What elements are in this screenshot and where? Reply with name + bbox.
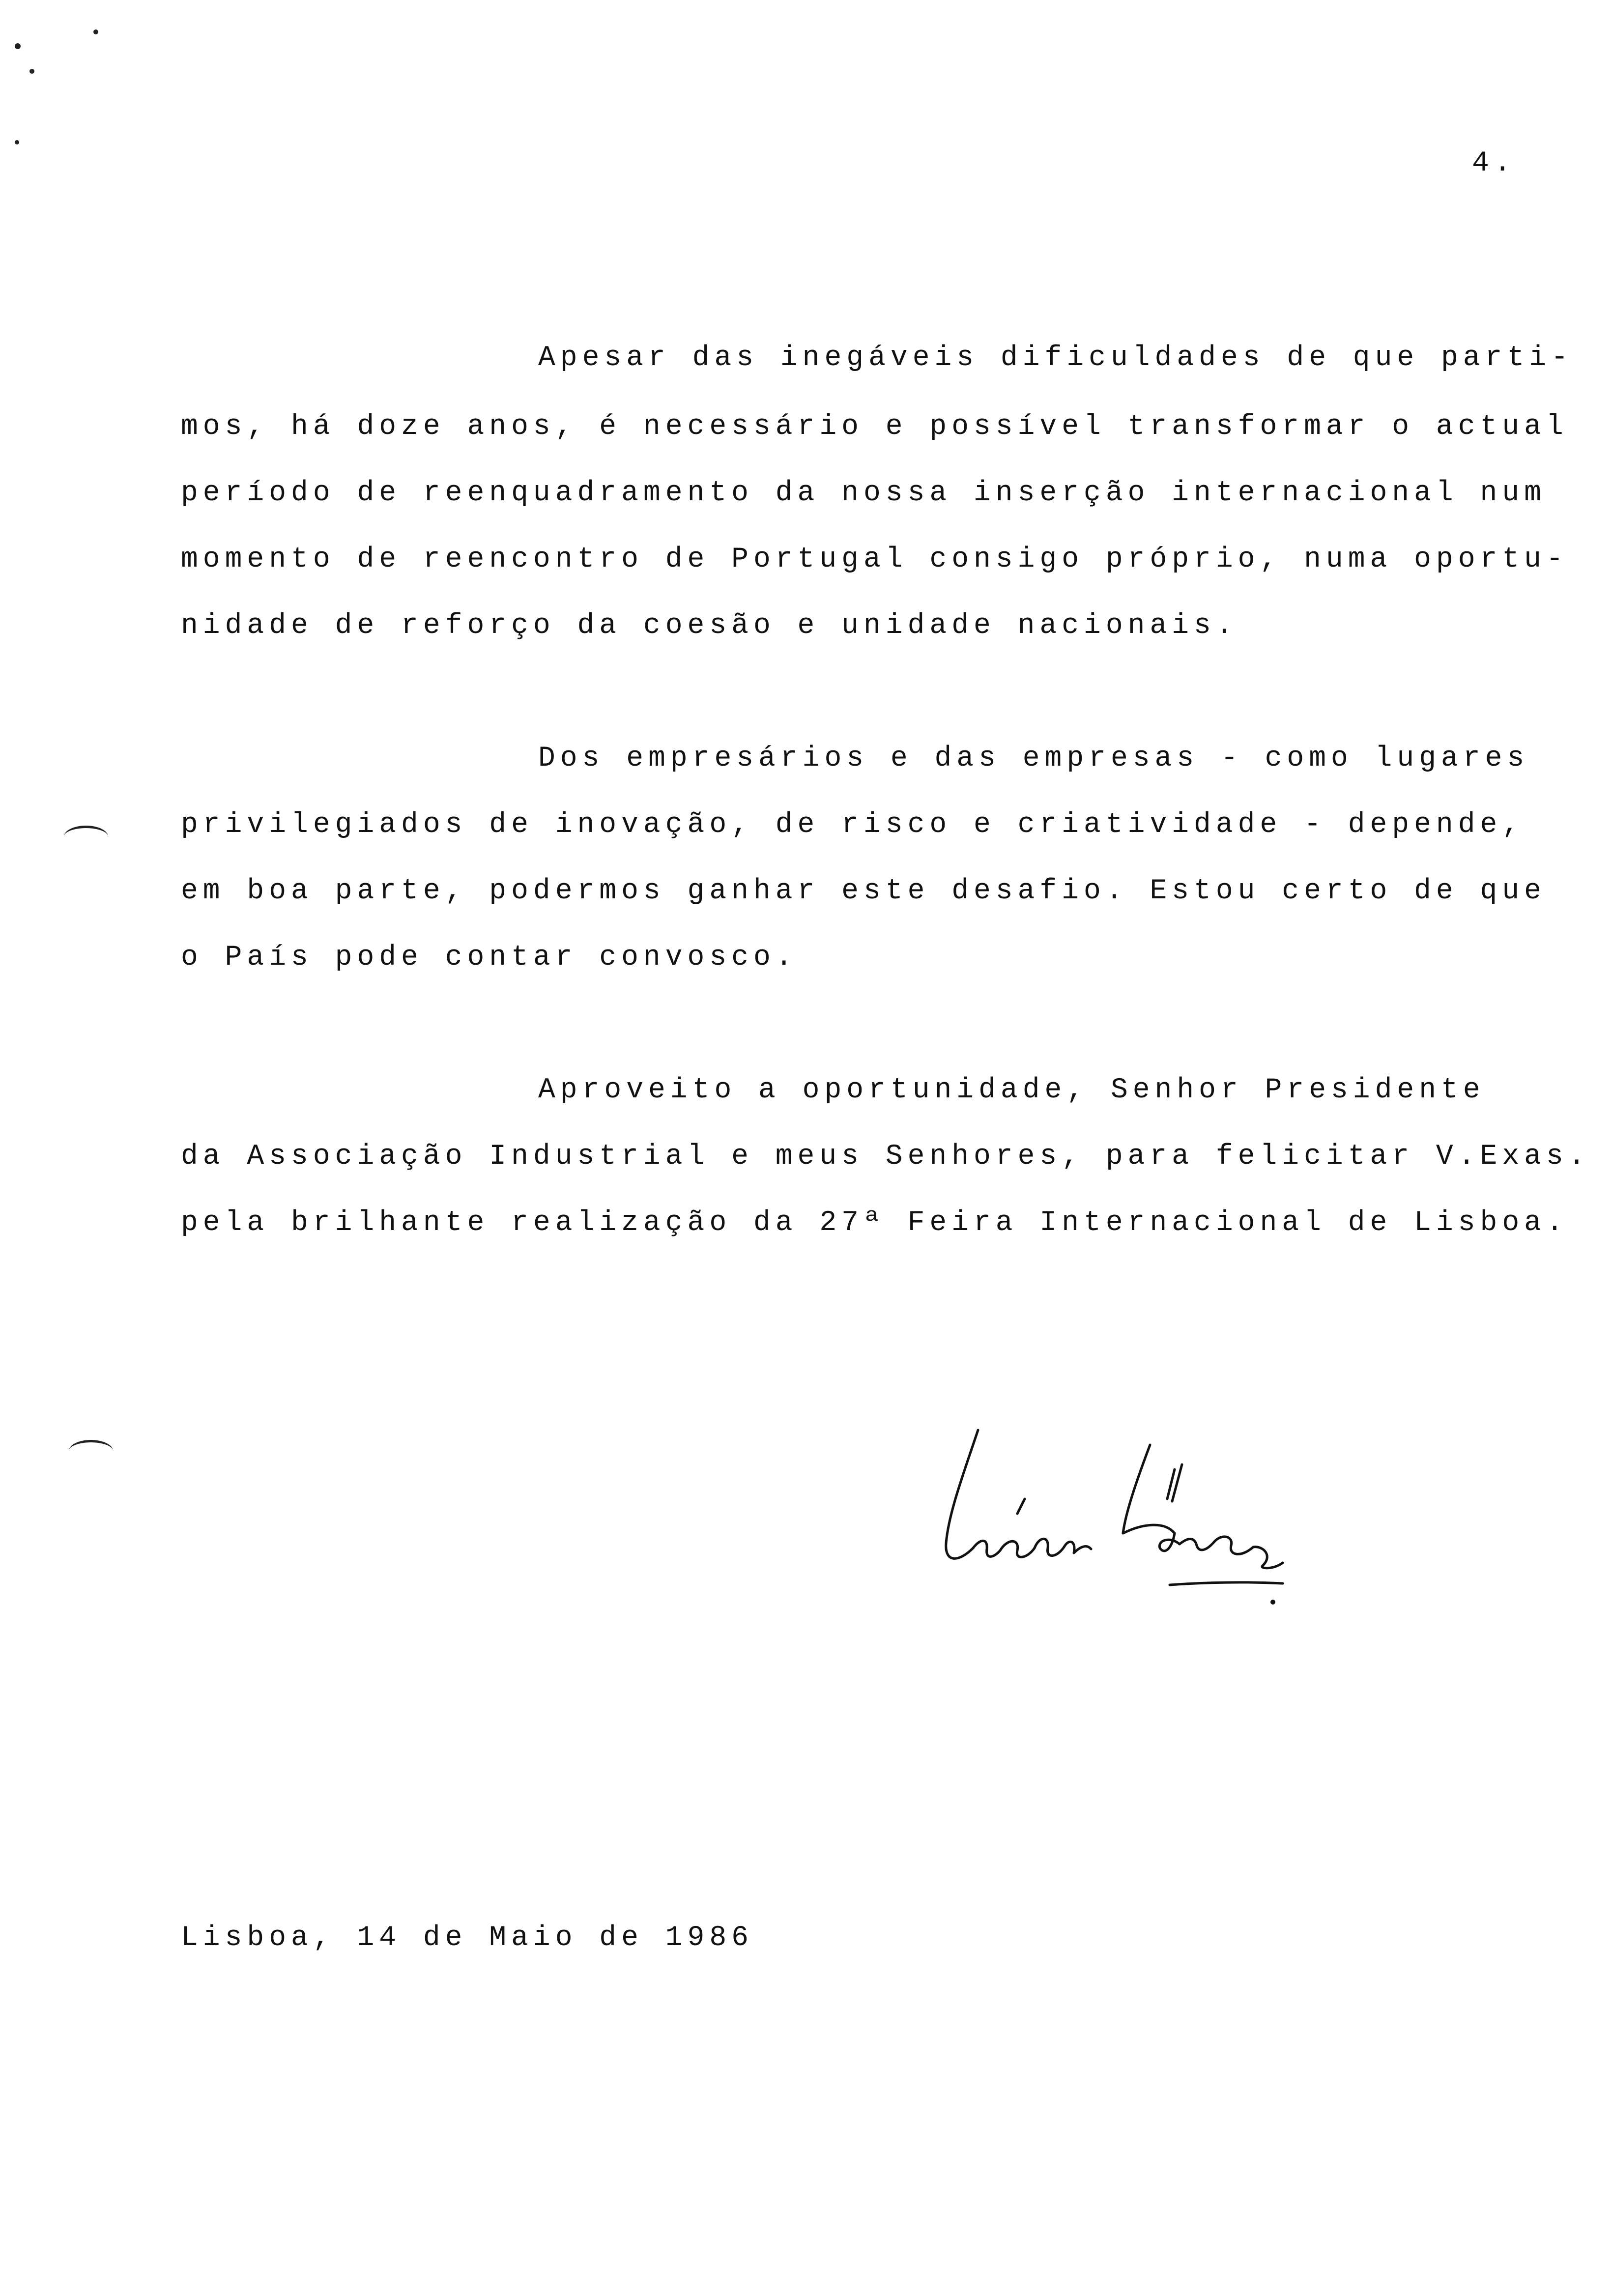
paragraph-3-line-3: pela brilhante realização da 27ª Feira Internacional de Lisboa. [181, 1207, 1568, 1239]
scan-speck [29, 69, 34, 74]
scan-speck [15, 140, 19, 144]
scan-speck [93, 29, 98, 34]
paragraph-1-line-3: período de reenquadramento da nossa inserção internacional num [181, 477, 1546, 509]
paragraph-1-line-1: Apesar das inegáveis dificuldades de que parti- [538, 342, 1573, 374]
paragraph-3-line-1: Aproveito a oportunidade, Senhor Presidente [538, 1074, 1485, 1106]
paragraph-3-line-2: da Associação Industrial e meus Senhores, para felicitar V.Exas. [181, 1141, 1590, 1173]
paragraph-1-line-2: mos, há doze anos, é necessário e possível transformar o actual [181, 411, 1568, 443]
paragraph-2-line-2: privilegiados de inovação, de risco e criatividade - depende, [181, 809, 1525, 841]
paragraph-1-line-5: nidade de reforço da coesão e unidade nacionais. [181, 610, 1238, 642]
scan-speck [15, 43, 21, 49]
paragraph-2-line-1: Dos empresários e das empresas - como lugares [538, 743, 1529, 775]
hole-punch-mark [64, 826, 108, 848]
paragraph-2-line-4: o País pode contar convosco. [181, 942, 798, 974]
paragraph-1-line-4: momento de reencontro de Portugal consigo próprio, numa oportu- [181, 544, 1568, 575]
signature [919, 1415, 1312, 1622]
hole-punch-mark [69, 1440, 113, 1462]
place-and-date: Lisboa, 14 de Maio de 1986 [181, 1922, 753, 1954]
page-number: 4. [1472, 147, 1516, 179]
paragraph-2-line-3: em boa parte, podermos ganhar este desafio. Estou certo de que [181, 875, 1546, 907]
signature-image [919, 1415, 1312, 1622]
